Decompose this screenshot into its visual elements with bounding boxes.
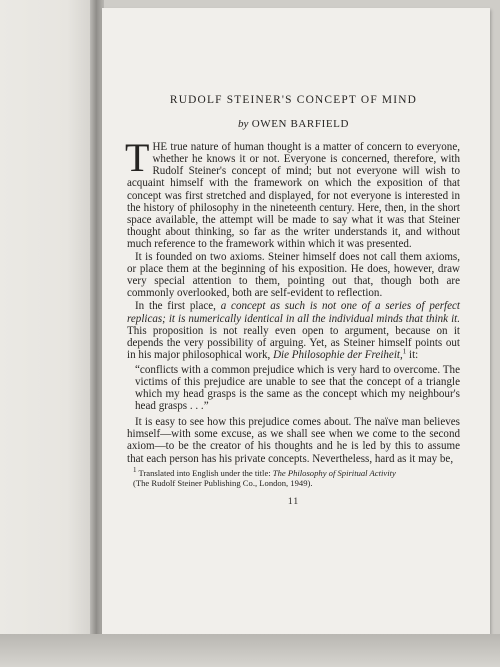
article-byline	[127, 118, 460, 130]
drop-cap: T	[125, 135, 150, 181]
work-title: Die Philosophie der Freiheit,	[273, 348, 403, 361]
paragraph-3-end: it:	[406, 348, 419, 361]
paragraph-3	[127, 300, 460, 360]
footnote-tail: (The Rudolf Steiner Publishing Co., London, 1949).	[133, 477, 313, 488]
footnote-lead: Translated into English under the title:	[136, 467, 273, 478]
paragraph-3-lead: In the first place,	[135, 300, 221, 313]
footnote-title: The Philosophy of Spiritual Activity	[272, 467, 396, 478]
block-quote: “conflicts with a common prejudice which is very hard to overcome. The victims of this prejudice are unable to see that the concept of a triangle which my head grasps is the same as the concept which my neighbour's head grasps . . .”	[135, 363, 460, 413]
footnote-reference: 1	[402, 347, 407, 356]
paragraph-1	[125, 135, 460, 250]
paragraph-1-text: HE true nature of human thought is a matter of concern to everyone, whether he knows it or not. Everyone is concerned, therefore, with Rudolf Steiner's concept of mind; but not everyone will wish to acquaint himself with the framework on which the exposition of that concept was first stretched and displayed, for not everyone is interested in the history of philosophy in the nineteenth century. Here, then, in the short space available, the attempt will be made to say what it was that Steiner thought about thinking, so far as the writer understands it, and without much reference to the framework within which it was presented.	[127, 141, 460, 250]
byline-prefix: by	[237, 118, 249, 131]
footnote-mark: 1	[133, 465, 137, 474]
paragraph-2: It is founded on two axioms. Steiner himself does not call them axioms, or place them at the beginning of his exposition. He does, however, draw very special attention to them, pointing out that, though both are commonly overlooked, both are self-evident to reflection.	[127, 251, 460, 300]
article-title: RUDOLF STEINER'S CONCEPT OF MIND	[169, 94, 418, 106]
footnote	[127, 465, 460, 488]
facing-page	[0, 0, 96, 667]
book-bottom-edge	[0, 634, 500, 667]
page-text	[127, 94, 460, 508]
page-number: 11	[287, 496, 300, 507]
author-name: OWEN BARFIELD	[251, 118, 350, 131]
paragraph-3-mid: This proposition is not really even open to argument, because on it depends the very possibility of arguing. Yet, as Steiner himself points out in his major philosophical work,	[127, 324, 460, 361]
paragraph-3-italic: a concept as such is not one of a series of perfect replicas; it is numerically identical in all the individual minds that think it.	[127, 300, 460, 325]
paragraph-4: It is easy to see how this prejudice comes about. The naïve man believes himself—with some excuse, as we shall see when we come to the second axiom—to be the creator of his thoughts and he is led by this to assume that each person has his private concepts. Nevertheless, hard as it may be,	[127, 416, 460, 465]
